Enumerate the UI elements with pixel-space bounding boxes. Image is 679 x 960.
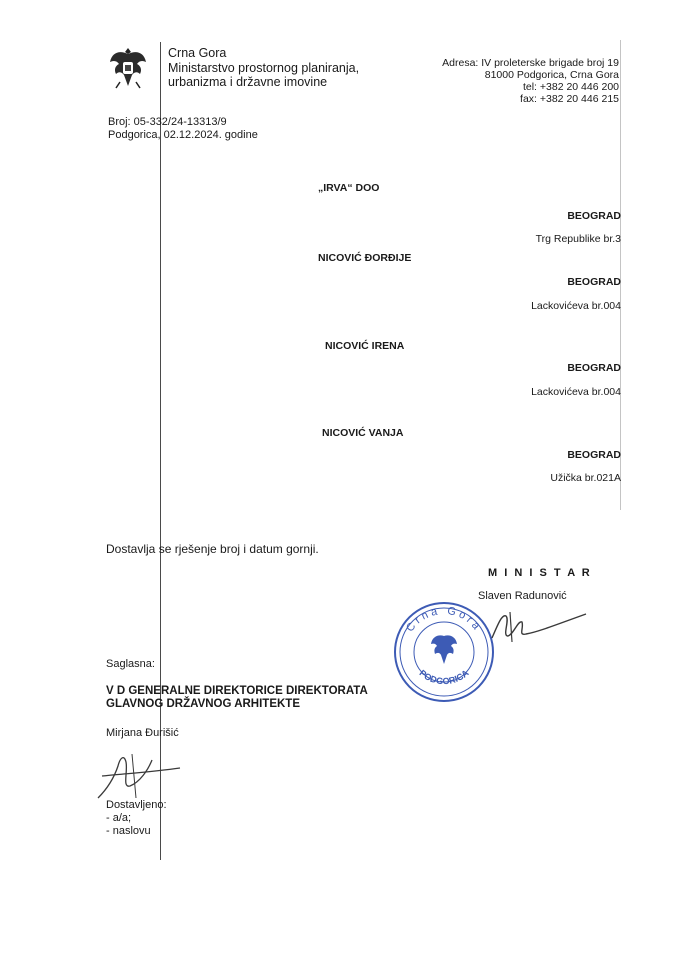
recipient-street: Lackovićeva br.004 xyxy=(531,386,621,398)
stamp-top-text: Crna Gora xyxy=(404,604,484,635)
approval-name: Mirjana Đurišić xyxy=(106,727,179,739)
distribution-block xyxy=(106,799,167,838)
fold-line-faint xyxy=(620,40,621,510)
recipient-city: BEOGRAD xyxy=(567,449,621,461)
stamp-bottom-text: PODGORICA xyxy=(417,667,471,687)
ministry-name-line2: urbanizma i državne imovine xyxy=(168,75,328,89)
ministry-name-line1: Ministarstvo prostornog planiranja, xyxy=(168,60,360,75)
fax: fax: +382 20 446 215 xyxy=(520,93,619,105)
recipient-street: Lackovićeva br.004 xyxy=(531,300,621,312)
recipient-city: BEOGRAD xyxy=(567,210,621,222)
official-stamp xyxy=(392,600,496,704)
recipient-name: NICOVIĆ IRENA xyxy=(325,340,405,352)
recipient-name: „IRVA“ DOO xyxy=(318,182,380,194)
body-text: Dostavlja se rješenje broj i datum gornji. xyxy=(106,542,319,556)
address-line2: 81000 Podgorica, Crna Gora xyxy=(484,69,619,81)
telephone: tel: +382 20 446 200 xyxy=(522,81,619,93)
address-line1: Adresa: IV proleterske brigade broj 19 xyxy=(442,57,619,69)
ministry-header xyxy=(168,46,359,90)
approval-title-line1: V D GENERALNE DIREKTORICE DIREKTORATA xyxy=(106,685,368,697)
minister-title: M I N I S T A R xyxy=(488,567,592,579)
recipient-street: Užička br.021A xyxy=(550,472,621,484)
svg-text:Crna Gora xyxy=(404,605,484,634)
approval-title xyxy=(106,685,368,711)
recipient-street: Trg Republike br.3 xyxy=(535,233,621,245)
recipient-name: NICOVIĆ VANJA xyxy=(322,427,404,439)
svg-text:PODGORICA xyxy=(417,667,470,686)
place-date: Podgorica, 02.12.2024. godine xyxy=(108,129,258,141)
minister-signature xyxy=(488,606,592,646)
minister-name: Slaven Radunović xyxy=(478,590,567,602)
recipient-city: BEOGRAD xyxy=(567,276,621,288)
country-name: Crna Gora xyxy=(168,46,227,60)
approval-signature xyxy=(92,748,188,806)
distribution-item: - a/a; xyxy=(106,812,132,824)
address-block xyxy=(442,57,619,105)
reference-block xyxy=(108,116,258,142)
stamp-eagle-icon xyxy=(431,635,457,664)
coat-of-arms-icon xyxy=(108,44,148,90)
distribution-label: Dostavljeno: xyxy=(106,799,167,811)
reference-number: Broj: 05-332/24-13313/9 xyxy=(108,116,227,128)
recipient-city: BEOGRAD xyxy=(567,362,621,374)
distribution-item: - naslovu xyxy=(106,825,151,837)
recipient-name: NICOVIĆ ĐORĐIJE xyxy=(318,252,412,264)
approval-label: Saglasna: xyxy=(106,658,155,670)
approval-title-line2: GLAVNOG DRŽAVNOG ARHITEKTE xyxy=(106,698,301,710)
